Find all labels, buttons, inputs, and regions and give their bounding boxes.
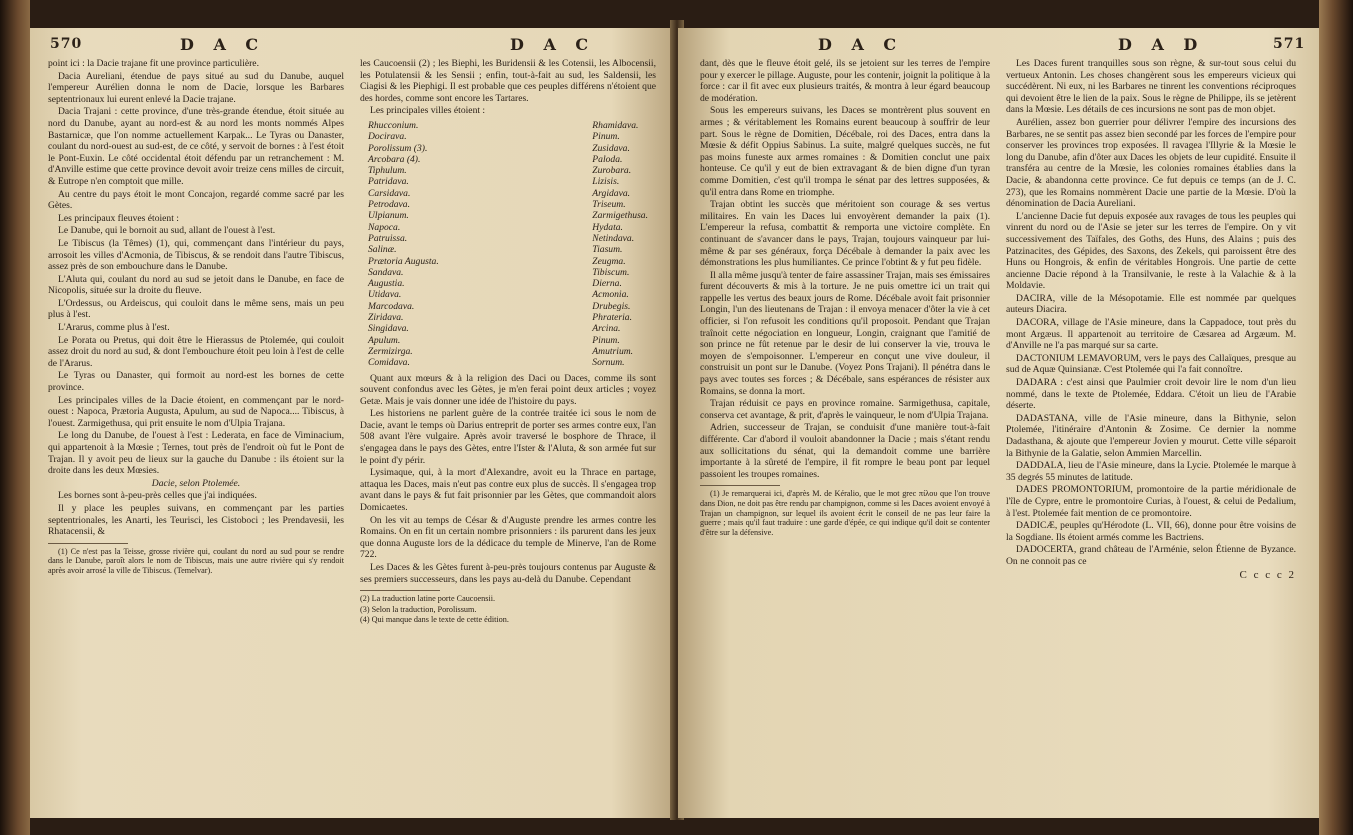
paragraph: Au centre du pays étoit le mont Concajon, regardé comme sacré par les Gètes. [48,188,344,212]
town-name: Patridava. [368,176,409,188]
town-name: Zarmigethusa. [592,210,648,222]
town-name: Argidava. [592,187,631,199]
town-name: Utidava. [368,289,402,301]
dictionary-entry: DACTONIUM LEMAVORUM, vers le pays des Callaïques, presque au sud de Aquæ Quinsianæ. C'est Ptolemée qui l'a fait connoître. [1006,352,1296,376]
town-name: Porolissum (3). [368,142,428,154]
town-name: Arcina. [592,323,621,335]
signature-mark: C c c c 2 [1239,568,1296,581]
paragraph: Il alla même jusqu'à tenter de faire assassiner Trajan, mais ses émissaires furent découverts & mis à la torture. Je ne puis omettre ici un trait qui rappelle les vertus des beaux jours de Rome. Décébale avoit fait prisonnier Longin, l'un des lieutenans de Trajan : il envoya menacer d'ôter la vie à cet officier, si l'on refusoit les conditions qu'il proposoit. Pendant que Trajan traînoit cette négociation en longueur, Longin, craignant que l'amitié de son prince ne fût retenue par le desir de lui conserver la vie, trouva le moyen de s'empoisonner. L'empereur en conçut une vive douleur, il construisit un pont sur le Danube. (Voyez Pons Trajani). Il pénétra dans le pays avec toutes ses forces ; & Décébale, sans espérances de résister aux Romains, se donna la mort. [700,269,990,397]
left-page-column-2 [360,58,656,626]
dictionary-entry: DADASTANA, ville de l'Asie mineure, dans la Bithynie, selon Ptolemée, l'itinéraire d'Antonin & Zosime. Ce dernier la nomme Dadasthana, & ajoute que l'empereur Jovien y mourut. Cette ville séparoit la Bithynie de la Galatie, selon Ammien Marcellin. [1006,412,1296,459]
town-name: Hydata. [592,221,623,233]
right-book-edge [1319,0,1353,835]
paragraph: Trajan obtint les succès que méritoient son courage & ses vertus militaires. En vain les Daces lui envoyèrent demander la paix (1). L'empereur la refusa, combattit & remporta une victoire complète. En continuant de s'avancer dans le pays, Trajan, toujours vainqueur par lui-même & par ses généraux, força Décébale à demander la paix avec les démonstrations les plus humiliantes. Ce prince l'obtint & y fut peu fidèle. [700,199,990,269]
right-page-column-2 [1006,58,1296,581]
footnote: (4) Qui manque dans le texte de cette édition. [360,615,509,625]
dictionary-entry: DADDALA, lieu de l'Asie mineure, dans la Lycie. Ptolemée le marque à 35 degrés 55 minutes de latitude. [1006,460,1296,483]
right-page-column-1 [700,58,990,538]
paragraph: Les Daces furent tranquilles sous son règne, & sur-tout sous celui du vertueux Antonin. Les choses changèrent sous les empereurs vicieux qui succédèrent. Ni eux, ni les Barbares ne tinrent les conventions réciproques qui devoient être le lien de la paix. Sous le règne de Philippe, ils se jetèrent dans la Mœsie. Les détails de ces incursions ne sont pas de mon objet. [1006,58,1296,116]
town-name: Tiphulum. [368,165,407,177]
paragraph: Les principaux fleuves étoient : [58,212,179,224]
town-name: Drubegis. [592,300,631,312]
paragraph: Le Danube, qui le bornoit au sud, allant de l'ouest à l'est. [58,225,276,237]
paragraph: L'Ordessus, ou Ardeiscus, qui couloit dans le même sens, mais un peu plus à l'est. [48,297,344,321]
town-name: Rhucconium. [368,119,419,131]
town-name: Zermizirga. [368,345,413,357]
town-name: Ziridava. [368,312,404,324]
dictionary-entry: DADICÆ, peuples qu'Hérodote (L. VII, 66), donne pour être voisins de la Sogdiane. Ils étoient armés comme les Bactriens. [1006,520,1296,543]
town-name: Apulum. [368,334,401,346]
town-name: Acmonia. [592,289,629,301]
town-name: Tibiscum. [592,266,630,278]
paragraph: Le Tyras ou Danaster, qui formoit au nord-est les bornes de cette province. [48,370,344,394]
town-name: Docirava. [368,131,407,143]
town-name: Petrodava. [368,199,411,211]
dictionary-entry: DADOCERTA, grand château de l'Arménie, selon Étienne de Byzance. On ne connoit pas ce [1006,544,1296,567]
town-name: Sandava. [368,266,404,278]
paragraph: Le long du Danube, de l'ouest à l'est : Lederata, en face de Viminacium, qui appartenoit à la Mœsie ; Ternes, tout près de l'endroit où fut le Pont de Trajan. Il y avoit peu de lieux sur la gauche du Danube : ils étoient sur la droite dans les deux Mœsies. [48,430,344,477]
page-number-right: 571 [1273,36,1306,52]
paragraph: Adrien, successeur de Trajan, se conduisit d'une manière tout-à-fait différente. Car d'abord il vouloit abandonner la Dacie ; mais s'étant rendu aux sollicitations du sénat, qui la demandoit comme une barrière importante à la sûreté de l'empire, il fit rompre le beau pont par lequel passoient les troupes romaines. [700,422,990,480]
paragraph: Les principales villes de la Dacie étoient, en commençant par le nord-ouest : Napoca, Prætoria Augusta, Apulum, au sud de Napoca.... Tibiscus, à l'ouest. Zarmigethusa, qui prit ensuite le nom d'Ulpia Trajana. [48,394,344,429]
paragraph: Les Daces & les Gètes furent à-peu-près toujours contenus par Auguste & ses premiers successeurs, dans les pays au-delà du Danube. Cependant [360,562,656,585]
town-name: Phrateria. [592,312,633,324]
footnote: (3) Selon la traduction, Porolissum. [360,604,477,614]
running-head-left-col: D A C [180,35,266,54]
town-name: Zeugma. [592,255,626,267]
town-name: Napoca. [368,221,401,233]
town-name: Pinum. [592,131,620,143]
town-name: Zurobara. [592,165,632,177]
town-name: Carsidava. [368,187,411,199]
paragraph: Aurélien, assez bon guerrier pour délivrer l'empire des incursions des Barbares, ne se sentit pas assez bien secondé par les forces de l'empire pour conserver les provinces trop exposées. Il ravagea l'Illyrie & la Mœsie le long du Danube, afin d'ôter aux Daces les objets de leur cupidité. Ensuite il transféra au centre de la Mœsie, les colonies romaines établies dans la Dacie, & abandonna cette province. Ce fut depuis ce temps (an de J. C. 273), que les Romains nommèrent Dacie une partie de la Mœsie. D'où la dénomination de Dacia Aureliani. [1006,116,1296,210]
footnote-rule [700,485,780,486]
paragraph: Le Tibiscus (la Têmes) (1), qui, commençant dans l'intérieur du pays, arrosoit les villes d'Acmonia, de Tibiscus, & se rendoit dans l'autre Tibiscus, assez près de son embouchure dans le Danube. [48,237,344,273]
town-name: Patruissa. [368,232,408,244]
dictionary-entry: DADES PROMONTORIUM, promontoire de la partie méridionale de l'île de Cypre, entre le promontoire Curias, à l'ouest, & celui de Pedalium, à l'est. Ptolemée fait mention de ce promontoire. [1006,484,1296,519]
town-name: Comidava. [368,357,410,369]
paragraph: Les bornes sont à-peu-près celles que j'ai indiquées. [58,490,257,502]
page-number-left: 570 [50,36,83,52]
town-name: Marcodava. [368,300,415,312]
paragraph: Les historiens ne parlent guère de la contrée traitée ici sous le nom de Dacie, avant le temps où Darius entreprit de porter ses armes contre eux, l'an 508 avant l'ère vulgaire. Après avoir traversé le bosphore de Thrace, il s'engagea dans le pays des Gètes, entre l'Ister & l'Aluta, & son armée fut sur le point d'y périr. [360,408,656,466]
town-name: Salinæ. [368,244,397,256]
town-name: Prætoria Augusta. [368,255,439,267]
town-name: Lizisis. [592,176,620,188]
town-name: Arcobara (4). [368,153,421,165]
town-name: Zusidava. [592,142,630,154]
dictionary-entry: DACORA, village de l'Asie mineure, dans la Cappadoce, tout près du mont Argæus. Il appartenoit au territoire de Cæsarea ad Argæum. M. d'Anville ne l'a pas marqué sur sa carte. [1006,317,1296,352]
paragraph: les Caucoensii (2) ; les Biephi, les Buridensii & les Cotensii, les Albocensii, les Potulatensii & les Sensii ; enfin, tout-à-fait au sud, les Saldensii, les Ciagisi & les Piephigi. Il est probable que ces peuples différens n'étoient que des hordes, comme sont encore les Tartares. [360,58,656,104]
paragraph: L'ancienne Dacie fut depuis exposée aux ravages de tous les peuples qui vinrent du nord ou de l'Asie se jeter sur les terres de l'empire. On y vit successivement des Taïfales, des Goths, des Huns, des Alains ; puis des Patzinacites, des Gépides, des Saxons, des Zekels, qui paroissent être des Huns ou Hongrois, & enfin de véritables Hongrois. Une partie de cette ancienne Dacie répond à la Transilvanie, le reste à la Valachie & à la Moldavie. [1006,210,1296,292]
paragraph: L'Aluta qui, coulant du nord au sud se jetoit dans le Danube, en face de Nicopolis, située sur la droite du fleuve. [48,273,344,297]
towns-column-a [368,120,439,369]
town-name: Triseum. [592,199,626,211]
paragraph: Les principales villes étoient : [370,105,486,117]
paragraph: L'Ararus, comme plus à l'est. [58,322,170,334]
town-name: Singidava. [368,323,409,335]
dictionary-entry: DADARA : c'est ainsi que Paulmier croit devoir lire le nom d'un lieu nommé, dans le texte de Ptolemée, Eddara. C'étoit un lieu de l'Arabie déserte. [1006,377,1296,412]
town-name: Tiasum. [592,244,623,256]
town-name: Dierna. [592,278,622,290]
footnote: (1) Ce n'est pas la Teisse, grosse rivière qui, coulant du nord au sud pour se rendre dans le Danube, paroît alors le nom de Tibiscus, mais une autre rivière qui s'y rendoit après avoir arrosé la ville de Tibiscus. (Temelvar). [48,546,344,575]
paragraph: On les vit au temps de César & d'Auguste prendre les armes contre les Romains. On en fit un certain nombre prisonniers : ils parurent dans les jeux que donna Auguste lors de la dédicace du temple de Minerve, l'an de Rome 722. [360,514,656,561]
running-head-left-col: D A C [818,35,904,54]
paragraph: Quant aux mœurs & à la religion des Daci ou Daces, comme ils sont souvent confondus avec les Gètes, je m'en ferai point deux articles ; voyez Getæ. Mais je vais donner une idée de l'histoire du pays. [360,372,656,407]
left-page [30,28,676,818]
town-name: Rhamidava. [592,119,639,131]
paragraph: Lysimaque, qui, à la mort d'Alexandre, avoit eu la Thrace en partage, attaqua les Daces, mais n'eut pas contre eux plus de succès. Il s'engagea trop avant dans le pays & fut fait prisonnier par les Gètes, que commandoit alors Domicaetes. [360,467,656,514]
paragraph: Sous les empereurs suivans, les Daces se montrèrent plus souvent en armes ; & véritablement les Romains eurent beaucoup à souffrir de leur part. Sous le règne de Domitien, Décébale, roi des Daces, entra dans la Mœsie & défit Oppius Sabinus. La suite, malgré quelques succès, ne fut pas moins funeste aux armes romaines : & Domitien conclut une paix honteuse. Ce qu'il y eut de bien extravagant & de bien digne d'un tyran comme Domitien, c'est qu'il trompa le sénat par des lettres supposées, & qu'il entra dans Rome en triomphe. [700,105,990,198]
paragraph: dant, dès que le fleuve étoit gelé, ils se jetoient sur les terres de l'empire pour y exercer le pillage. Auguste, pour les contenir, joignit la politique à la force : car il fit avec eux plusieurs traités, & montra à leur égard beaucoup de modération. [700,58,991,104]
town-name: Paloda. [592,153,623,165]
left-book-edge [0,0,30,835]
footnote: (2) La traduction latine porte Caucoensii. [360,594,496,604]
paragraph: Le Porata ou Pretus, qui doit être le Hierassus de Ptolemée, qui couloit assez droit du nord au sud, & dont l'embouchure étoit peu loin à l'est de celle de l'Ararus. [48,334,344,369]
towns-list [360,118,656,373]
section-subtitle: Dacie, selon Ptolemée. [151,477,241,489]
paragraph: Il y place les peuples suivans, en commençant par les parties septentrionales, les Anarti, les Teurisci, les Cistoboci ; les Prendavesii, les Rhatacensii, & [48,502,344,538]
town-name: Netindava. [592,232,635,244]
left-page-column-1 [48,58,344,577]
town-name: Amutrium. [592,345,634,357]
town-name: Ulpianum. [368,210,409,222]
dictionary-entry: DACIRA, ville de la Mésopotamie. Elle est nommée par quelques auteurs Diacira. [1006,292,1296,316]
footnote: (1) Je remarquerai ici, d'après M. de Kéralio, que le mot grec πίλου que l'on trouve dans Dion, ne doit pas être rendu par champignon, comme si les Daces avoient envoyé à Trajan un champignon, sur lequel ils avoient écrit le conseil de ne pas leur faire la guerre ; mais qu'il faut traduire : une garde d'épée, ce qui indique qu'il doit se contenter d'être sur la défensive. [700,489,990,537]
footnote-rule [48,543,128,544]
paragraph: Trajan réduisit ce pays en province romaine. Sarmigethusa, capitale, conserva cet avantage, & prit, d'après le vainqueur, le nom d'Ulpia Trajana. [700,398,990,421]
running-head-right-col: D A D [1118,35,1205,54]
town-name: Sornum. [592,357,625,369]
right-page [678,28,1319,818]
town-name: Augustia. [368,278,405,290]
town-name: Pinum. [592,334,620,346]
running-head-right-col: D A C [510,35,596,54]
footnote-rule [360,590,440,591]
paragraph: Dacia Trajani : cette province, d'une très-grande étendue, étoit située au nord du Danube, ayant au nord-est & au nord les monts nommés Alpes Bastarnicæ, que l'on nomme actuellement Karpak... Le Tyras ou Danaster, coulant du nord-ouest au sud-est, de ce côté, y servoit de bornes : à l'est étoit le Pont-Euxin. Le côté occidental étoit défendu par un retranchement : M. d'Anville estime que cette province devoit avoir treize cens milles de circuit, & Eutrope n'en comptoit que mille. [48,106,344,187]
towns-column-b [592,120,648,369]
paragraph: point ici : la Dacie trajane fit une province particulière. [48,58,259,69]
paragraph: Dacia Aureliani, étendue de pays situé au sud du Danube, auquel l'empereur Aurélien donna le nom de Dacie, lorsque les Barbares septentrionaux lui eurent enlevé la Dacie trajane. [48,70,344,105]
